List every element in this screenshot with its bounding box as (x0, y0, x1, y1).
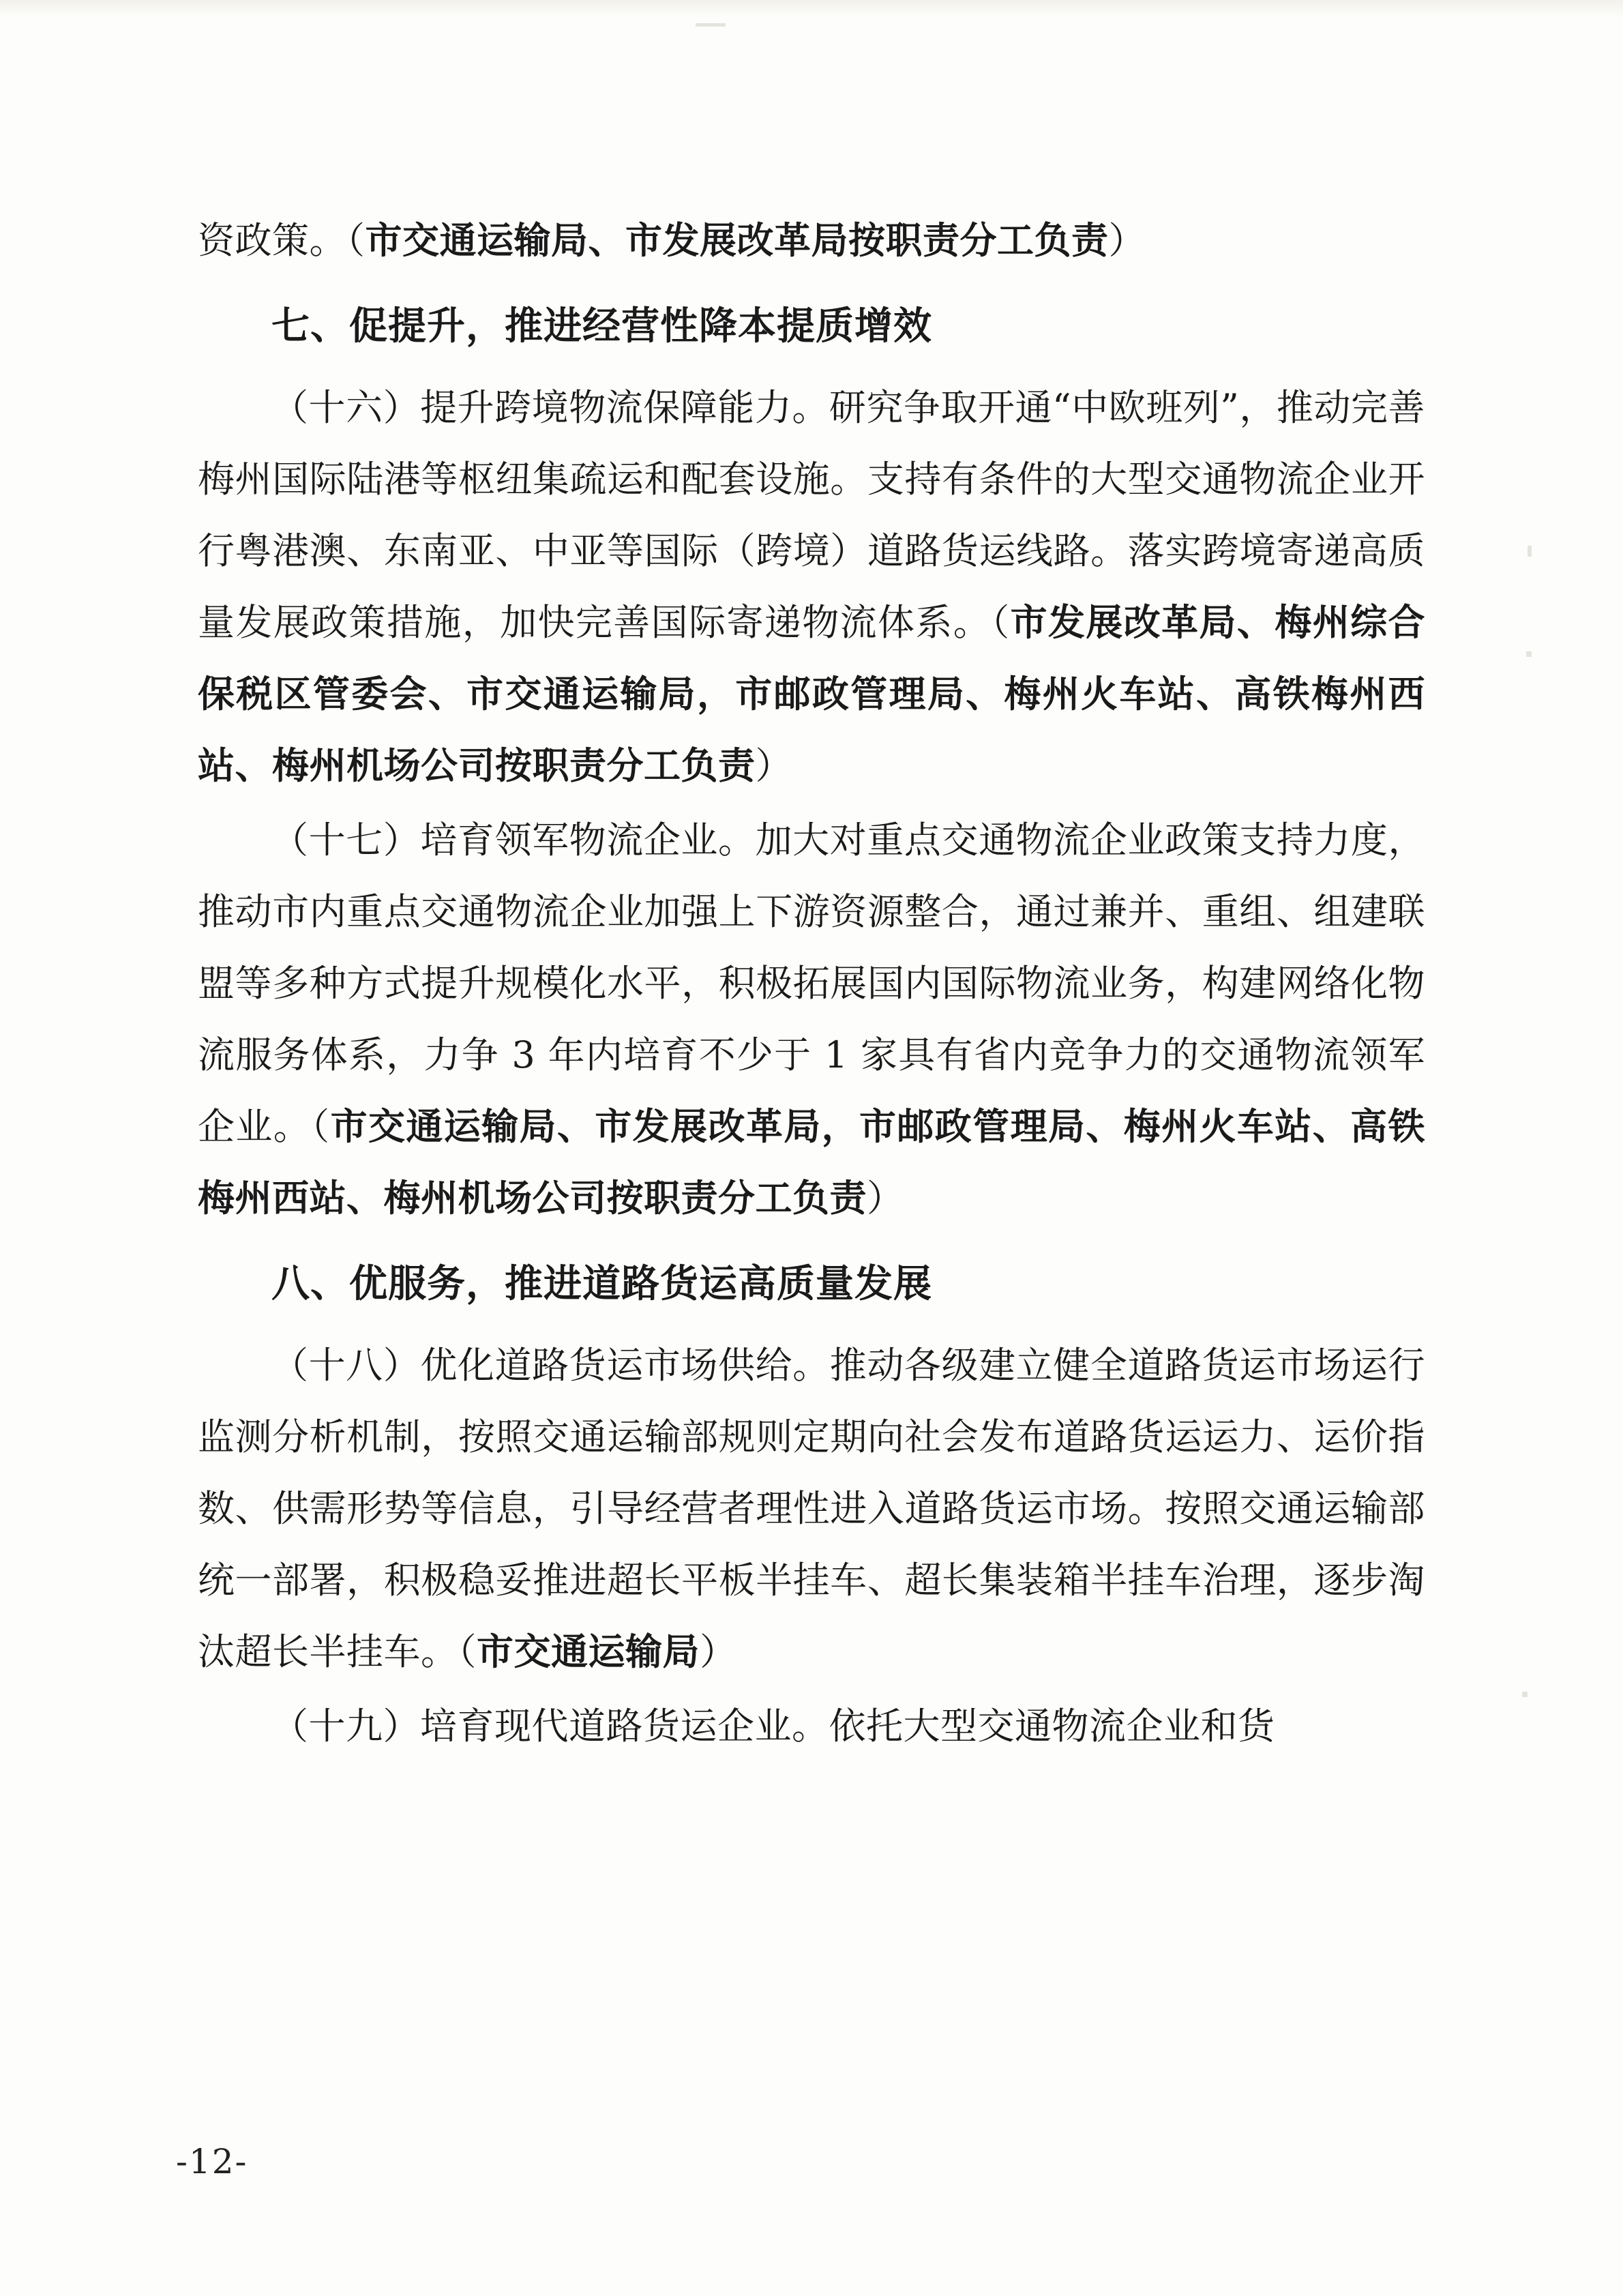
text-run: （十六）提升跨境物流保障能力。研究争取开通“中欧班列”，推动完善梅州国际陆港等枢纽集疏运和配套设施。支持有条件的大型交通物流企业开行粤港澳、东南亚、中亚等国际（跨境）道路货运线路。落实跨境寄递高质量发展政策措施，加快完善国际寄递物流体系。（ (198, 386, 1425, 644)
responsible-agencies-text: 八、优服务，推进道路货运高质量发展 (271, 1262, 932, 1306)
text-run: ） (867, 1177, 904, 1220)
text-run: ） (1108, 219, 1146, 262)
scan-speck-2 (1528, 546, 1532, 557)
section-heading (198, 289, 1425, 365)
document-body (198, 205, 1425, 1765)
responsible-agencies-text: 市发展改革局、梅州综合保税区管委会、市交通运输局，市邮政管理局、梅州火车站、高铁梅州西站、梅州机场公司按职责分工负责 (198, 601, 1425, 787)
body-paragraph (198, 804, 1425, 1234)
text-run: 资政策。（ (198, 219, 366, 262)
responsible-agencies-text: 市交通运输局、市发展改革局，市邮政管理局、梅州火车站、高铁梅州西站、梅州机场公司按职责分工负责 (198, 1105, 1425, 1220)
body-paragraph (198, 205, 1425, 276)
text-run: （十七）培育领军物流企业。加大对重点交通物流企业政策支持力度，推动市内重点交通物流企业加强上下游资源整合，通过兼并、重组、组建联盟等多种方式提升规模化水平，积极拓展国内国际物流业务，构建网络化物流服务体系，力争 3 年内培育不少于 1 家具有省内竞争力的交通物流领军企业。（ (198, 819, 1425, 1148)
section-heading (198, 1246, 1425, 1323)
text-run: （十九）培育现代道路货运企业。依托大型交通物流企业和货 (271, 1705, 1275, 1748)
scan-speck-4 (1522, 1692, 1528, 1697)
scan-speck-3 (1526, 651, 1532, 657)
scan-speck-1 (696, 23, 726, 27)
scan-edge-artifact (0, 0, 1623, 18)
body-paragraph (198, 1329, 1425, 1688)
responsible-agencies-text: 七、促提升，推进经营性降本提质增效 (271, 304, 932, 349)
body-paragraph (198, 372, 1425, 801)
text-run: ） (755, 744, 792, 787)
text-run: ） (700, 1630, 737, 1673)
responsible-agencies-text: 市交通运输局、市发展改革局按职责分工负责 (365, 219, 1109, 262)
page-number: -12- (176, 2142, 248, 2181)
responsible-agencies-text: 市交通运输局 (477, 1630, 700, 1673)
text-run: （十八）优化道路货运市场供给。推动各级建立健全道路货运市场运行监测分析机制，按照交通运输部规则定期向社会发布道路货运运力、运价指数、供需形势等信息，引导经营者理性进入道路货运市场。按照交通运输部统一部署，积极稳妥推进超长平板半挂车、超长集装箱半挂车治理，逐步淘汰超长半挂车。（ (198, 1344, 1425, 1673)
body-paragraph (198, 1690, 1425, 1762)
